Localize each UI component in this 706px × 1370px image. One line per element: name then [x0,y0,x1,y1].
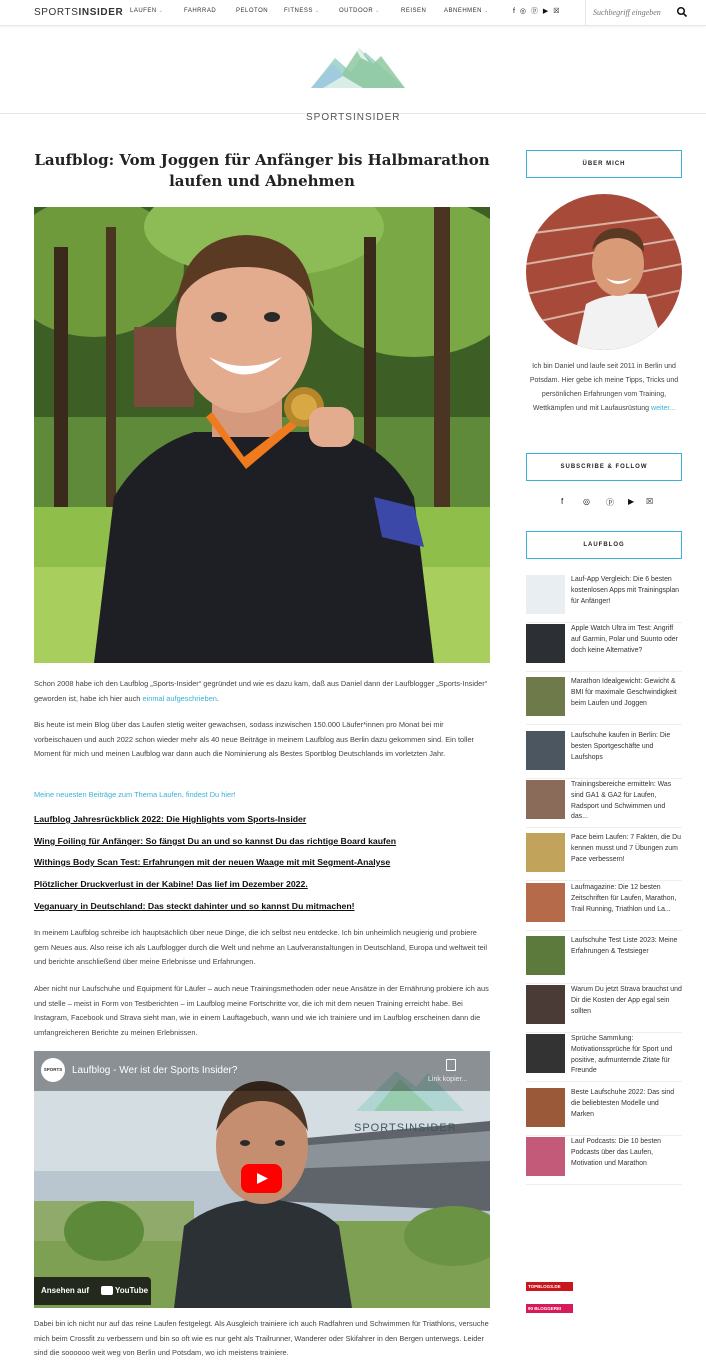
hero-image [34,207,490,663]
channel-avatar[interactable]: SPORTS [41,1058,65,1082]
intro-text: Schon 2008 habe ich den Laufblog „Sports-Insider“ gegründet und wie es dazu kam, daß aus Daniel dann der Laufblogger „Sports-Insider“ geworden ist, habe ich hier auch [34,679,488,703]
post-title[interactable]: Lauf Podcasts: Die 10 besten Podcasts über das Laufen, Motivation und Marathon [571,1138,662,1167]
runner-photo [34,207,490,663]
nav-item-fitness[interactable] [284,8,320,14]
newest-posts-link[interactable]: Meine neuesten Beiträge zum Thema Laufen, findest Du hier! [34,790,236,799]
list-item[interactable]: Withings Body Scan Test: Erfahrungen mit der neuen Waage mit mit Segment-Analyse [34,857,391,867]
post-title[interactable]: Apple Watch Ultra im Test: Angriff auf Garmin, Polar und Suunto oder doch keine Alternative? [571,625,678,654]
logo-text: SPORTSINSIDER [306,112,401,123]
training-paragraph: Aber nicht nur Laufschuhe und Equipment für Läufer – auch neue Trainingsmethoden oder neue Ansätze in der Ernährung probiere ich aus und stelle – meist in Form von Testberichten – im Laufblog meine Fortschritte vor, die ich mit dem neuen Training erreicht habe. Bei Instagram, Facebook und Strava sieht man, wie in einem Lauftagebuch, wann und wie ich trainiere und im Laufblog erscheinen dann die umfangreicheren Berichte zu meinen Erlebnissen. [34,984,489,1037]
about-body: Ich bin Daniel und laufe seit 2011 in Berlin und Potsdam. Hier gebe ich meine Tipps, Tricks und persönlichen Erfahrungen vom Training, Wettkämpfen und mit Laufausrüstung [529,363,679,412]
copy-link-icon[interactable] [446,1059,456,1071]
chevron-down-icon: ⌄ [375,8,380,14]
top-navigation [0,0,706,26]
page-title: Laufblog: Vom Joggen für Anfänger bis Halbmarathon laufen und Abnehmen [34,151,490,190]
post-title[interactable]: Laufmagazine: Die 12 besten Zeitschriften für Laufen, Marathon, Trail Running, Triathlon und La... [571,884,677,913]
brand-part-1: SPORTS [34,7,79,18]
nav-item-laufen[interactable] [130,8,163,14]
sidebar-post[interactable] [526,1088,682,1136]
list-item[interactable]: Laufblog Jahresrückblick 2022: Die Highlights vom Sports-Insider [34,814,307,824]
post-title[interactable]: Laufschuhe Test Liste 2023: Meine Erfahrungen & Testsieger [571,937,678,955]
youtube-logo-icon [101,1286,113,1295]
about-more-link[interactable]: weiter... [651,405,676,412]
post-title[interactable]: Lauf-App Vergleich: Die 6 besten kostenlosen Apps mit Trainingsplan für Anfänger! [571,576,680,605]
nav-item-label: LAUFEN [130,8,157,14]
chevron-down-icon: ⌄ [484,8,489,14]
chevron-down-icon: ⌄ [158,8,164,14]
sidebar-post[interactable] [526,1137,682,1185]
watch-on-youtube-button[interactable] [34,1277,151,1305]
widget-title-follow: SUBSCRIBE & FOLLOW [526,453,682,481]
search-icon[interactable] [676,6,688,18]
sidebar-post[interactable] [526,731,682,779]
author-photo [526,194,682,350]
post-thumbnail[interactable] [526,1137,565,1176]
list-item[interactable]: Plötzlicher Druckverlust in der Kabine! Das lief im Dezember 2022. [34,879,308,889]
site-header [0,26,706,123]
youtube-icon[interactable]: ▶ [628,497,635,506]
social-icons-top[interactable]: f ◎ ⓟ ▶ ☒ [513,8,561,15]
nav-item-fahrrad[interactable] [184,8,216,14]
post-thumbnail[interactable] [526,1088,565,1127]
intro-text-end: . [216,693,219,703]
outro-paragraph: Dabei bin ich nicht nur auf das reine Laufen festgelegt. Als Ausgleich trainiere ich auch Radfahren und Schwimmen für Triathlons, versuche mich beim Crossfit zu verbessern und bin so oft wie es nur geht als Trailrunner, Wanderer oder Skifahrer in den Bergen unterwegs. Leider sind die soooooo weit weg von Berlin und Potsdam, wo ich meistens trainiere. [34,1319,489,1358]
widget-title-laufblog: LAUFBLOG [526,531,682,559]
sidebar-post[interactable] [526,624,682,672]
nav-item-peloton[interactable] [236,8,268,14]
brand-watermark: SPORTSINSIDER [354,1122,457,1134]
post-title[interactable]: Beste Laufschuhe 2022: Das sind die beliebtesten Modelle und Marken [571,1089,675,1118]
chevron-down-icon: ⌄ [314,8,320,14]
avatar [526,194,682,350]
brand-logo-text[interactable] [34,7,123,18]
youtube-label: YouTube [115,1286,149,1295]
site-logo[interactable] [303,38,413,104]
watch-label: Ansehen auf [41,1286,90,1295]
widget-title-about: ÜBER MICH [526,150,682,178]
post-thumbnail[interactable] [526,1034,565,1073]
sidebar-post[interactable] [526,780,682,828]
strava-icon[interactable]: ☒ [646,497,654,506]
nav-item-label: FAHRRAD [184,8,217,14]
youtube-video-embed[interactable] [34,1051,490,1308]
pinterest-icon[interactable]: ⓟ [606,498,614,507]
post-thumbnail[interactable] [526,985,565,1024]
play-icon [241,1164,282,1193]
list-item[interactable]: Wing Foiling für Anfänger: So fängst Du an und so kannst Du das richtige Board kaufen [34,836,397,846]
sidebar-post[interactable] [526,1034,682,1082]
bloggerei-badge[interactable]: 90 BLOGGEREI [526,1304,573,1313]
about-text [526,360,682,416]
post-title[interactable]: Warum Du jetzt Strava brauchst und Dir die Kosten der App egal sein sollten [571,986,682,1015]
post-thumbnail[interactable] [526,936,565,975]
post-title[interactable]: Marathon Idealgewicht: Gewicht & BMI für maximale Geschwindigkeit beim Laufen und Joggen [571,678,677,707]
sidebar-post[interactable] [526,833,682,881]
intro-link[interactable]: einmal aufgeschrieben [142,693,217,703]
post-title[interactable]: Laufschuhe kaufen in Berlin: Die besten Sportgeschäfte und Laufshops [571,732,671,761]
nav-item-reisen[interactable] [401,8,426,14]
sidebar-post[interactable] [526,575,682,623]
list-item[interactable]: Veganuary in Deutschland: Das steckt dahinter und so kannst Du mitmachen! [34,901,355,911]
post-title[interactable]: Pace beim Laufen: 7 Fakten, die Du kennen musst und 7 Übungen zum Pace verbessern! [571,834,681,863]
brand-part-2: INSIDER [78,7,124,18]
intro-paragraph [34,677,490,706]
post-title[interactable]: Sprüche Sammlung: Motivationssprüche für Sport und positive, aufmunternde Zitate für Freunde [571,1035,673,1075]
nav-item-abnehmen[interactable] [444,8,489,14]
nav-item-label: REISEN [401,8,427,14]
topblogs-badge[interactable]: TOPBLOGS.DE [526,1282,573,1291]
sidebar-post[interactable] [526,985,682,1033]
nav-item-outdoor[interactable] [339,8,380,14]
sidebar-post[interactable] [526,883,682,931]
about-blog-paragraph: In meinem Laufblog schreibe ich hauptsächlich über neue Dinge, die ich selbst neu entdecke. Ich bin unheimlich neugierig und probiere gern Neues aus. Also reise ich als Laufblogger durch die Welt und nehme an Laufveranstaltungen in Deutschland, Europa und weltweit teil und berichte anschließend über meine Erlebnisse und Erfahrungen. [34,928,488,967]
facebook-icon[interactable]: f [561,497,564,506]
sidebar-post[interactable] [526,936,682,984]
post-thumbnail[interactable] [526,883,565,922]
nav-item-label: FITNESS [284,8,313,14]
post-thumbnail[interactable] [526,731,565,770]
post-thumbnail[interactable] [526,575,565,614]
post-thumbnail[interactable] [526,624,565,663]
post-thumbnail[interactable] [526,780,565,819]
copy-link-label[interactable]: Link kopier... [428,1076,468,1083]
post-title[interactable]: Trainingsbereiche ermitteln: Was sind GA1 & GA2 für Laufen, Radsport und Schwimmen und das... [571,781,672,821]
nav-item-label: ABNEHMEN [444,8,483,14]
play-button[interactable] [241,1164,282,1193]
growth-paragraph: Bis heute ist mein Blog über das Laufen stetig weiter gewachsen, sodass inzwischen 150.000 Läufer*innen pro Monat bei mir vorbeischauen und auch 2022 schon wieder mehr als 40 neue Beiträge in meinem Laufblog aus Berlin dazu gekommen sind. Ein toller Moment für mich und meinen Laufblog war dann auch die Nominierung als Bestes Sportblog Deutschlands im vorletzten Jahr. [34,720,475,759]
search-box [585,0,706,26]
search-input[interactable] [593,6,683,19]
post-thumbnail[interactable] [526,677,565,716]
instagram-icon[interactable]: ◎ [583,497,590,506]
nav-item-label: OUTDOOR [339,8,374,14]
nav-item-label: PELOTON [236,8,269,14]
sidebar-post[interactable] [526,677,682,725]
post-thumbnail[interactable] [526,833,565,872]
video-title[interactable]: Laufblog - Wer ist der Sports Insider? [72,1065,238,1076]
